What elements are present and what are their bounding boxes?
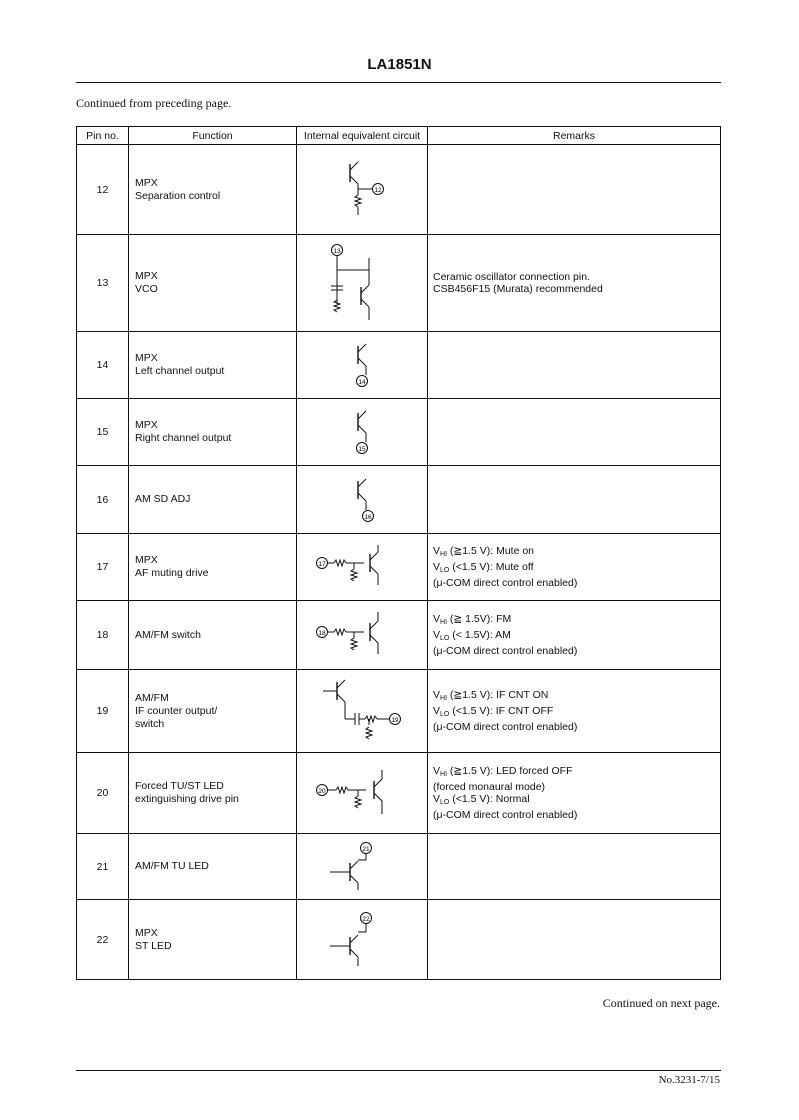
- table-row: [77, 753, 721, 834]
- table-row: [77, 399, 721, 466]
- circuit-diagram: [297, 145, 428, 235]
- pin-label-text: 19: [391, 717, 399, 724]
- pin-label-text: 17: [318, 561, 326, 568]
- table-row: [77, 534, 721, 601]
- remark-line: [433, 705, 720, 721]
- remark-line: [433, 689, 720, 705]
- remark-line: [433, 721, 720, 733]
- function-line: AM SD ADJ: [135, 493, 191, 505]
- remarks-cell: [428, 332, 721, 399]
- header-circuit: Internal equivalent circuit: [297, 127, 428, 145]
- function-cell: [129, 534, 297, 601]
- remark-line: [433, 781, 720, 793]
- voltage-subscript: HI: [440, 551, 448, 558]
- voltage-symbol: V: [433, 793, 441, 805]
- remark-line: [433, 613, 720, 629]
- remark-text: (≧1.5 V): LED forced OFF: [447, 765, 573, 777]
- voltage-subscript: HI: [440, 771, 448, 778]
- pin-number: 22: [77, 900, 129, 980]
- function-cell: [129, 332, 297, 399]
- function-line: MPX: [135, 352, 158, 364]
- remarks-cell: [428, 534, 721, 601]
- remarks-cell: [428, 834, 721, 900]
- function-line: MPX: [135, 926, 158, 939]
- remark-text: (≧1.5 V): Mute on: [447, 545, 535, 557]
- pin-label-text: 12: [374, 186, 382, 194]
- pin-label-text: 15: [358, 446, 366, 453]
- remarks-cell: [428, 466, 721, 534]
- remark-line: [433, 629, 720, 645]
- voltage-subscript: HI: [440, 695, 448, 702]
- circuit-diagram: [297, 753, 428, 834]
- remark-text: (≧1.5 V): IF CNT ON: [447, 689, 549, 701]
- voltage-subscript: HI: [440, 619, 448, 626]
- circuit-diagram: [297, 534, 428, 601]
- table-row: [77, 834, 721, 900]
- function-line: AM/FM TU LED: [135, 860, 209, 872]
- remarks-cell: [428, 670, 721, 753]
- pin-number: 16: [77, 466, 129, 534]
- pin-number: 20: [77, 753, 129, 834]
- pin-number: 21: [77, 834, 129, 900]
- voltage-subscript: LO: [440, 635, 450, 642]
- function-cell: [129, 834, 297, 900]
- remark-line: [433, 793, 720, 809]
- voltage-symbol: V: [433, 765, 441, 777]
- function-line: AM/FM switch: [135, 628, 201, 641]
- remark-text: (≧ 1.5V): FM: [447, 613, 512, 625]
- voltage-symbol: V: [433, 629, 441, 641]
- table-row: [77, 466, 721, 534]
- function-line: VCO: [135, 283, 158, 295]
- remarks-cell: [428, 145, 721, 235]
- page-number: No.3231-7/15: [658, 1074, 720, 1086]
- function-line: MPX: [135, 270, 158, 282]
- remark-line: [433, 645, 720, 657]
- pin-label-text: 14: [358, 379, 366, 386]
- remark-line: Ceramic oscillator connection pin.: [433, 271, 590, 283]
- circuit-diagram: [297, 834, 428, 900]
- circuit-diagram: [297, 399, 428, 466]
- table-row: [77, 235, 721, 332]
- function-line: AF muting drive: [135, 567, 209, 579]
- function-cell: [129, 601, 297, 670]
- function-line: MPX: [135, 554, 158, 566]
- remark-line: CSB456F15 (Murata) recommended: [433, 283, 603, 295]
- voltage-subscript: LO: [440, 711, 450, 718]
- remarks-cell: [428, 753, 721, 834]
- circuit-diagram: [297, 235, 428, 332]
- footer-rule: [76, 1070, 721, 1071]
- circuit-diagram: [297, 900, 428, 980]
- pin-number: 13: [77, 235, 129, 332]
- remarks-cell: [428, 601, 721, 670]
- function-cell: [129, 900, 297, 980]
- remark-line: [433, 577, 720, 589]
- remark-text: (μ-COM direct control enabled): [433, 577, 578, 589]
- remark-text: (< 1.5V): AM: [449, 629, 511, 641]
- header-remarks: Remarks: [428, 127, 721, 145]
- pin-number: 15: [77, 399, 129, 466]
- continued-from-note: Continued from preceding page.: [76, 96, 232, 110]
- pin-label-text: 16: [364, 513, 372, 521]
- remark-text: (μ-COM direct control enabled): [433, 809, 578, 821]
- remark-text: (<1.5 V): IF CNT OFF: [449, 705, 554, 717]
- function-line: AM/FM: [135, 691, 169, 704]
- function-line: IF counter output/: [135, 704, 218, 717]
- table-header-row: [77, 127, 721, 145]
- pin-number: 17: [77, 534, 129, 601]
- voltage-symbol: V: [433, 613, 441, 625]
- pin-label-text: 22: [362, 915, 370, 923]
- voltage-symbol: V: [433, 561, 441, 573]
- function-cell: [129, 399, 297, 466]
- function-line: MPX: [135, 176, 158, 189]
- voltage-subscript: LO: [440, 567, 450, 574]
- function-line: Left channel output: [135, 365, 225, 377]
- circuit-diagram: [297, 670, 428, 753]
- function-line: ST LED: [135, 939, 172, 952]
- function-line: extinguishing drive pin: [135, 793, 239, 805]
- table-row: [77, 601, 721, 670]
- pin-table: [76, 126, 721, 980]
- pin-label-text: 13: [333, 248, 341, 255]
- remark-line: [433, 809, 720, 821]
- remark-text: (<1.5 V): Normal: [449, 793, 530, 805]
- remarks-cell: [428, 900, 721, 980]
- voltage-symbol: V: [433, 705, 441, 717]
- remark-line: [433, 561, 720, 577]
- function-cell: [129, 145, 297, 235]
- table-row: [77, 145, 721, 235]
- remark-text: (<1.5 V): Mute off: [449, 561, 534, 573]
- function-cell: [129, 670, 297, 753]
- table-row: [77, 670, 721, 753]
- header-rule: [76, 82, 721, 83]
- circuit-diagram: [297, 601, 428, 670]
- pin-label-text: 18: [318, 630, 326, 637]
- header-function: Function: [129, 127, 297, 145]
- function-cell: [129, 466, 297, 534]
- table-row: [77, 332, 721, 399]
- function-line: Separation control: [135, 189, 221, 202]
- voltage-subscript: LO: [440, 799, 450, 806]
- remark-text: (forced monaural mode): [433, 781, 546, 793]
- function-line: Right channel output: [135, 432, 232, 444]
- header-pin-no: Pin no.: [77, 127, 129, 145]
- remark-line: [433, 545, 720, 561]
- pin-label-text: 20: [318, 788, 326, 795]
- remark-text: (μ-COM direct control enabled): [433, 645, 578, 657]
- pin-number: 12: [77, 145, 129, 235]
- remark-line: [433, 765, 720, 781]
- function-cell: [129, 753, 297, 834]
- page-title: LA1851N: [367, 56, 432, 73]
- voltage-symbol: V: [433, 545, 441, 557]
- pin-number: 19: [77, 670, 129, 753]
- function-line: MPX: [135, 419, 158, 431]
- circuit-diagram: [297, 332, 428, 399]
- pin-number: 14: [77, 332, 129, 399]
- function-line: switch: [135, 717, 165, 730]
- pin-number: 18: [77, 601, 129, 670]
- function-cell: [129, 235, 297, 332]
- table-row: [77, 900, 721, 980]
- voltage-symbol: V: [433, 689, 441, 701]
- pin-label-text: 21: [362, 845, 370, 853]
- continued-next-note: Continued on next page.: [602, 996, 720, 1010]
- function-line: Forced TU/ST LED: [135, 780, 224, 792]
- circuit-diagram: [297, 466, 428, 534]
- remark-text: (μ-COM direct control enabled): [433, 721, 578, 733]
- remarks-cell: [428, 235, 721, 332]
- remarks-cell: [428, 399, 721, 466]
